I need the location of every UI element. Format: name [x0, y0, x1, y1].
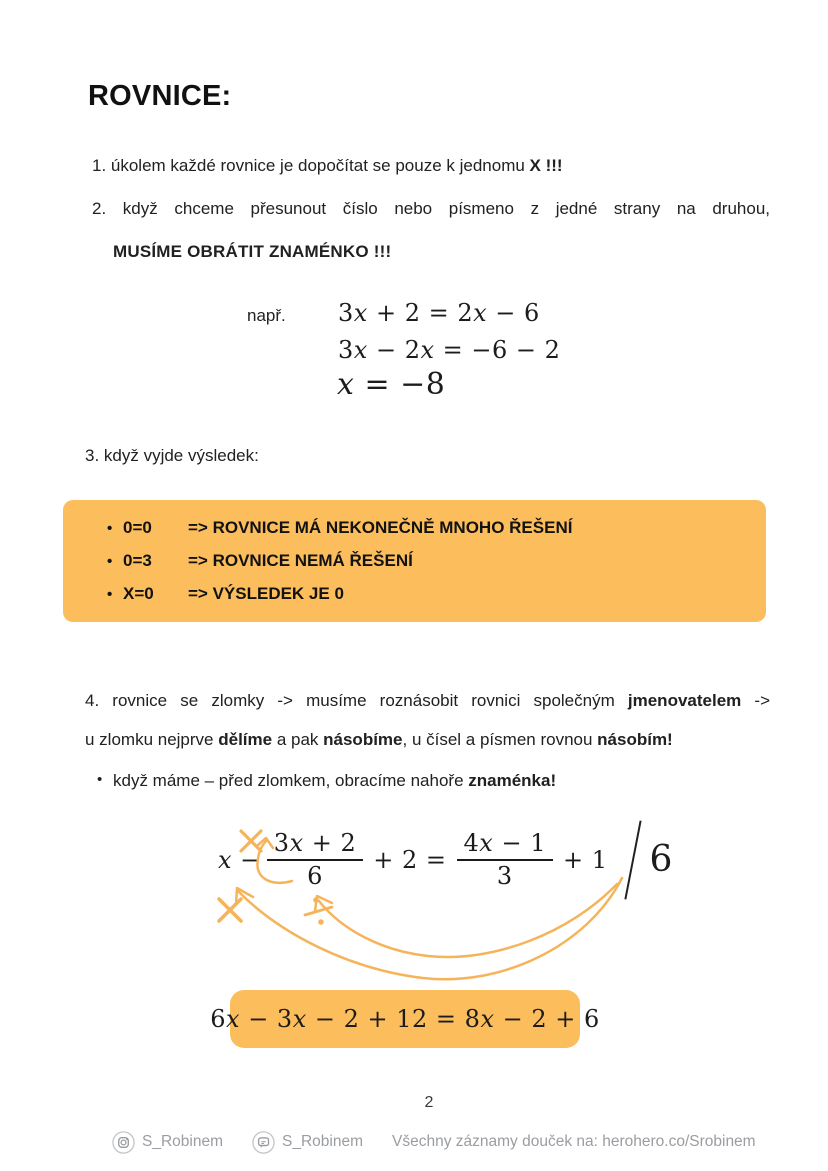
note-item-1 — [92, 155, 782, 177]
footer — [112, 1129, 756, 1155]
divide-equation-slash — [624, 820, 641, 899]
fraction-1-denominator: 6 — [307, 861, 323, 890]
highlight-box-cases — [63, 500, 766, 622]
case-value: X=0 — [123, 584, 154, 603]
case-row-no-solution — [107, 551, 756, 571]
footer-note: Všechny záznamy douček na: herohero.co/Srobinem — [392, 1133, 756, 1150]
bullet-icon: • — [97, 771, 103, 788]
highlight-box-result — [210, 990, 600, 1048]
case-value: 0=3 — [123, 551, 152, 570]
case-conclusion: => ROVNICE MÁ NEKONEČNĚ MNOHO ŘEŠENÍ — [188, 518, 573, 537]
case-value: 0=0 — [123, 518, 152, 537]
note-item-1-bold: X !!! — [529, 156, 563, 175]
case-row-result-zero — [107, 584, 756, 604]
fraction-1 — [267, 830, 363, 890]
term-lhs: x − — [218, 845, 261, 874]
fraction-1-numerator: 3x + 2 — [267, 830, 363, 861]
case-row-infinite-solutions — [107, 518, 756, 538]
case-conclusion: => VÝSLEDEK JE 0 — [188, 584, 344, 603]
note-item-4-bold: jmenovatelem — [627, 691, 742, 710]
note-item-4-bullet: • když máme – před zlomkem, obracíme nahoře znaménka! — [97, 770, 777, 792]
note-item-2-line-2: MUSÍME OBRÁTIT ZNAMÉNKO !!! — [113, 242, 392, 261]
instagram-icon — [112, 1131, 135, 1154]
common-denominator-value: 6 — [649, 839, 673, 880]
example-equation-2: 3x − 2x = −6 − 2 — [338, 336, 561, 364]
example-equation-1: 3x + 2 = 2x − 6 — [338, 299, 540, 327]
fraction-equation — [218, 822, 673, 897]
bullet-icon: • — [107, 585, 113, 603]
result-equation: 6x − 3x − 2 + 12 = 8x − 2 + 6 — [210, 1005, 600, 1033]
term-rhs: + 1 — [562, 845, 608, 874]
note-item-3: 3. když vyjde výsledek: — [85, 446, 259, 465]
instagram-handle: S_Robinem — [142, 1133, 223, 1150]
note-item-4-line-2: u zlomku nejprve dělíme a pak násobíme, u čísel a písmen rovnou násobím! — [85, 730, 673, 749]
note-item-4-text: 4. rovnice se zlomky -> musíme roznásobit rovnici společným — [85, 691, 628, 710]
speech-bubble-icon — [252, 1131, 275, 1154]
page-number: 2 — [424, 1094, 434, 1111]
note-item-1-text: 1. úkolem každé rovnice je dopočítat se pouze k jednomu — [92, 156, 530, 175]
note-item-4-line-1 — [85, 690, 770, 712]
example-label: např. — [247, 306, 286, 325]
bullet-icon: • — [107, 519, 113, 537]
fraction-2-numerator: 4x − 1 — [457, 830, 553, 861]
multiply-cross-icon — [219, 899, 241, 921]
divide-sign-icon — [305, 897, 332, 925]
case-conclusion: => ROVNICE NEMÁ ŘEŠENÍ — [188, 551, 413, 570]
example-equation-3: x = −8 — [337, 367, 446, 402]
note-item-4-text: -> — [741, 691, 771, 710]
bullet-icon: • — [107, 552, 113, 570]
note-item-2-line-1: 2. když chceme přesunout číslo nebo písmeno z jedné strany na druhou, — [92, 199, 770, 218]
fraction-2-denominator: 3 — [496, 861, 513, 890]
page-title: ROVNICE: — [88, 80, 232, 112]
fraction-2 — [457, 830, 553, 890]
term-middle: + 2 = — [373, 845, 447, 874]
chat-handle: S_Robinem — [282, 1133, 363, 1150]
